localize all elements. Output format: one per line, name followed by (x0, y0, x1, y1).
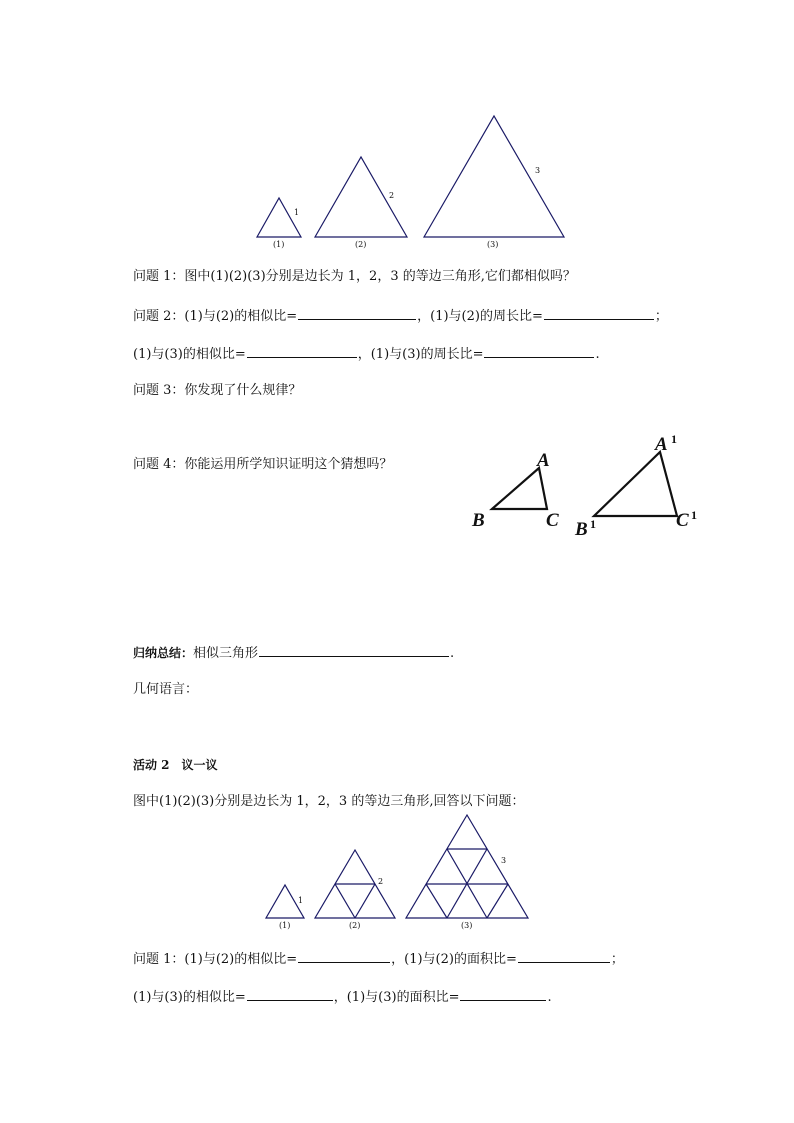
activity-question-1-cont (133, 988, 552, 1007)
side-label-2: 2 (389, 191, 395, 200)
side-label-1: 1 (294, 208, 300, 217)
activity-intro: 图中(1)(2)(3)分别是边长为 1，2，3 的等边三角形,回答以下问题： (133, 794, 525, 809)
label-c1-sub: 1 (691, 508, 697, 522)
q2-text-c: ； (654, 309, 668, 324)
q2b-text-b: ，(1)与(3)的周长比= (357, 347, 484, 362)
caption-2: (2) (355, 240, 367, 249)
aq1b-text-a: (1)与(3)的相似比= (133, 990, 246, 1005)
question-1: 问题 1：图中(1)(2)(3)分别是边长为 1，2，3 的等边三角形,它们都相似吗？ (133, 269, 576, 284)
aq1b-text-c: . (547, 990, 552, 1005)
fig2-side-label-3: 3 (501, 856, 507, 865)
fig2-side-label-2: 2 (378, 877, 384, 886)
summary-label: 归纳总结： (133, 646, 194, 660)
fig2-caption-2: (2) (349, 921, 361, 930)
label-b1-sub: 1 (590, 517, 596, 531)
aq1-text-b: ，(1)与(2)的面积比= (391, 952, 517, 967)
answer-blank[interactable] (460, 988, 546, 1001)
fig2-side-label-1: 1 (298, 896, 304, 905)
label-c1: C (676, 510, 689, 531)
answer-blank[interactable] (298, 950, 390, 963)
label-a1: A (655, 434, 668, 455)
aq1b-text-b: ，(1)与(3)的面积比= (333, 990, 460, 1005)
label-a: A (537, 450, 550, 471)
label-c: C (546, 510, 559, 531)
label-a1-sub: 1 (671, 432, 677, 446)
caption-1: (1) (273, 240, 285, 249)
activity-heading: 活动 2 议一议 (133, 758, 218, 772)
label-b1: B (575, 519, 588, 540)
answer-blank[interactable] (247, 988, 333, 1001)
caption-3: (3) (487, 240, 499, 249)
q2-text-b: ，(1)与(2)的周长比= (417, 309, 543, 324)
aq1-text-a: 问题 1：(1)与(2)的相似比= (133, 952, 298, 967)
summary-end: . (450, 646, 455, 661)
fig2-caption-1: (1) (279, 921, 291, 930)
label-b: B (472, 510, 485, 531)
question-4: 问题 4：你能运用所学知识证明这个猜想吗？ (133, 457, 393, 472)
q2-text-a: 问题 2：(1)与(2)的相似比= (133, 309, 298, 324)
summary-text: 相似三角形 (193, 646, 259, 661)
question-3: 问题 3：你发现了什么规律？ (133, 383, 302, 398)
answer-blank[interactable] (518, 950, 610, 963)
aq1-text-c: ； (610, 952, 624, 967)
activity-question-1 (133, 950, 624, 969)
q2b-text-a: (1)与(3)的相似比= (133, 347, 246, 362)
fig2-caption-3: (3) (461, 921, 473, 930)
triangle-large (406, 815, 528, 918)
geometry-language: 几何语言： (133, 682, 199, 697)
side-label-3: 3 (535, 166, 541, 175)
q2b-text-c: . (595, 347, 600, 362)
